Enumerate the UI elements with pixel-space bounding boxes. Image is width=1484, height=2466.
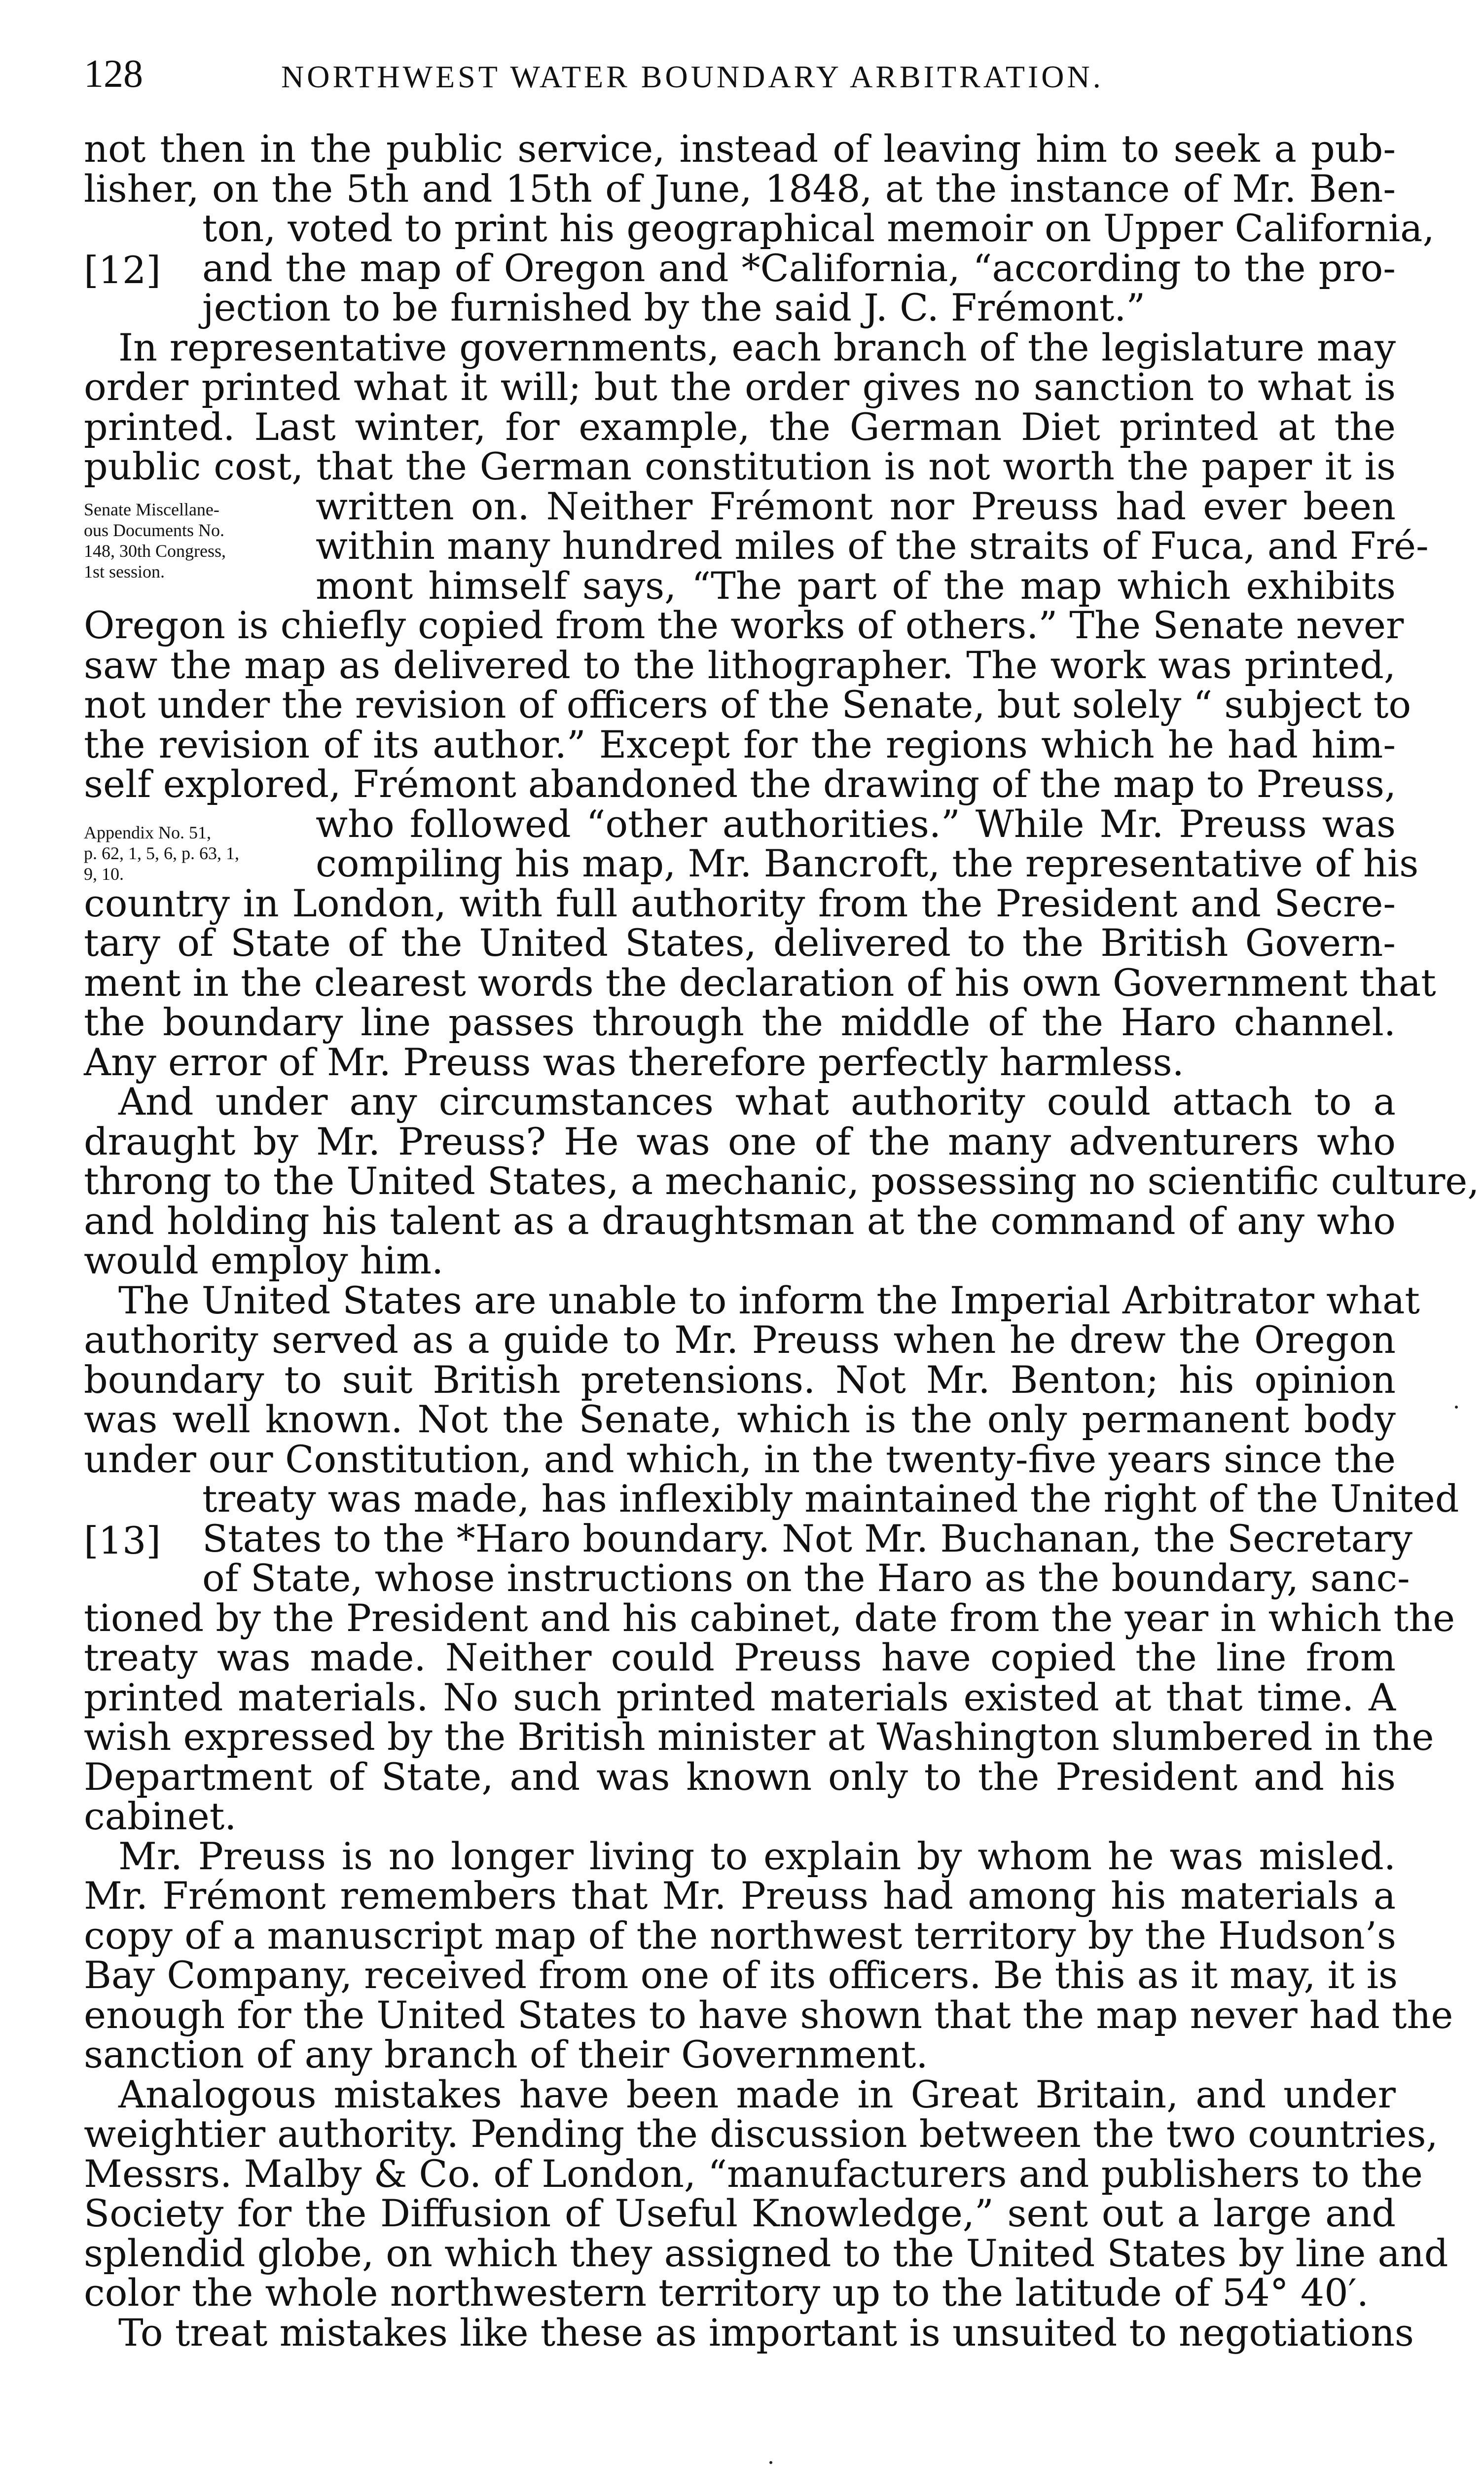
text-line: and the map of Oregon and *California, “according to the pro- xyxy=(202,246,1396,290)
text-line: treaty was made, has inflexibly maintained the right of the United xyxy=(202,1477,1459,1521)
text-line: country in London, with full authority from the President and Secre- xyxy=(84,881,1396,925)
text-line: within many hundred miles of the straits of Fuca, and Fré- xyxy=(316,524,1429,568)
text-line: throng to the United States, a mechanic, possessing no scientific culture, xyxy=(84,1159,1480,1203)
text-line: printed materials. No such printed materials existed at that time. A xyxy=(84,1675,1396,1719)
sidenote-line: Appendix No. 51, xyxy=(84,823,211,842)
sidenote-appendix xyxy=(84,822,301,884)
text-line: Department of State, and was known only to the President and his xyxy=(84,1754,1396,1799)
sidenote-line: ous Documents No. xyxy=(84,520,224,540)
sidenote-line: p. 62, 1, 5, 6, p. 63, 1, xyxy=(84,843,239,863)
body-text xyxy=(84,127,1480,2355)
page-header xyxy=(84,52,1406,111)
text-line: written on. Neither Frémont nor Preuss had ever been xyxy=(316,484,1396,528)
text-line: under our Constitution, and which, in the twenty-five years since the xyxy=(84,1437,1396,1481)
text-line: splendid globe, on which they assigned to the United States by line and xyxy=(84,2231,1448,2275)
text-line: public cost, that the German constitution is not worth the paper it is xyxy=(84,444,1396,488)
text-line: ton, voted to print his geographical memoir on Upper California, xyxy=(202,206,1435,250)
text-line: was well known. Not the Senate, which is the only permanent body xyxy=(84,1397,1396,1441)
sidenote-line: 9, 10. xyxy=(84,864,124,884)
text-line: draught by Mr. Preuss? He was one of the many adventurers who xyxy=(84,1119,1396,1163)
page-number: 128 xyxy=(84,52,143,96)
text-line: weightier authority. Pending the discussion between the two countries, xyxy=(84,2112,1438,2156)
text-line: who followed “other authorities.” While Mr. Preuss was xyxy=(316,801,1396,846)
text-line: In representative governments, each branch of the legislature may xyxy=(118,325,1396,369)
text-line: Any error of Mr. Preuss was therefore perfectly harmless. xyxy=(84,1040,1184,1084)
text-line: self explored, Frémont abandoned the drawing of the map to Preuss, xyxy=(84,762,1397,806)
text-line: and holding his talent as a draughtsman at the command of any who xyxy=(84,1198,1396,1243)
text-line: saw the map as delivered to the lithographer. The work was printed, xyxy=(84,643,1396,687)
text-line: copy of a manuscript map of the northwest territory by the Hudson’s xyxy=(84,1913,1396,1958)
text-line: of State, whose instructions on the Haro as the boundary, sanc- xyxy=(202,1556,1410,1600)
text-line: To treat mistakes like these as important is unsuited to negotiations xyxy=(118,2310,1414,2355)
sidenote-senate-documents xyxy=(84,499,301,582)
print-speck xyxy=(769,2461,772,2464)
text-line: Society for the Diffusion of Useful Knowledge,” sent out a large and xyxy=(84,2191,1396,2235)
page-marker-12: [12] xyxy=(84,248,161,292)
text-line: States to the *Haro boundary. Not Mr. Buchanan, the Secretary xyxy=(202,1516,1413,1560)
text-line: lisher, on the 5th and 15th of June, 1848, at the instance of Mr. Ben- xyxy=(84,166,1396,211)
text-line: cabinet. xyxy=(84,1794,237,1838)
text-line: not under the revision of officers of the Senate, but solely “ subject to xyxy=(84,683,1412,726)
text-line: Analogous mistakes have been made in Great Britain, and under xyxy=(118,2072,1396,2116)
text-line: tary of State of the United States, delivered to the British Govern- xyxy=(84,921,1396,965)
text-line: wish expressed by the British minister at Washington slumbered in the xyxy=(84,1715,1434,1759)
text-line: boundary to suit British pretensions. Not Mr. Benton; his opinion xyxy=(84,1357,1396,1402)
text-line: Oregon is chiefly copied from the works of others.” The Senate never xyxy=(84,603,1404,647)
text-line: jection to be furnished by the said J. C. Frémont.” xyxy=(202,286,1146,329)
text-line: tioned by the President and his cabinet, date from the year in which the xyxy=(84,1596,1455,1640)
running-title: NORTHWEST WATER BOUNDARY ARBITRATION. xyxy=(281,59,1104,94)
text-line: The United States are unable to inform the Imperial Arbitrator what xyxy=(118,1278,1420,1322)
text-line: treaty was made. Neither could Preuss have copied the line from xyxy=(84,1635,1396,1679)
text-line: authority served as a guide to Mr. Preuss when he drew the Oregon xyxy=(84,1318,1396,1362)
text-line: Bay Company, received from one of its officers. Be this as it may, it is xyxy=(84,1953,1398,1997)
text-line: would employ him. xyxy=(84,1238,444,1282)
text-line: sanction of any branch of their Government. xyxy=(84,2032,928,2076)
text-line: the boundary line passes through the middle of the Haro channel. xyxy=(84,1000,1396,1044)
text-line: order printed what it will; but the order gives no sanction to what is xyxy=(84,365,1396,409)
page-marker-13: [13] xyxy=(84,1519,161,1562)
text-line: Mr. Preuss is no longer living to explain by whom he was misled. xyxy=(118,1834,1396,1878)
text-line: compiling his map, Mr. Bancroft, the representative of his xyxy=(316,841,1419,885)
sidenote-line: 148, 30th Congress, xyxy=(84,541,226,561)
text-line: the revision of its author.” Except for the regions which he had him- xyxy=(84,722,1396,766)
text-line: Messrs. Malby & Co. of London, “manufacturers and publishers to the xyxy=(84,2151,1423,2196)
text-line: not then in the public service, instead of leaving him to seek a pub- xyxy=(84,127,1396,171)
text-line: enough for the United States to have shown that the map never had the xyxy=(84,1993,1453,2037)
text-line: ment in the clearest words the declaration of his own Government that xyxy=(84,960,1436,1005)
print-speck xyxy=(1455,1406,1458,1409)
text-line: Mr. Frémont remembers that Mr. Preuss had among his materials a xyxy=(84,1874,1396,1918)
sidenote-line: Senate Miscellane- xyxy=(84,500,219,519)
sidenote-line: 1st session. xyxy=(84,562,165,581)
text-line: mont himself says, “The part of the map which exhibits xyxy=(316,563,1396,608)
text-line: And under any circumstances what authority could attach to a xyxy=(118,1080,1396,1124)
text-line: color the whole northwestern territory up to the latitude of 54° 40′. xyxy=(84,2271,1369,2315)
text-line: printed. Last winter, for example, the German Diet printed at the xyxy=(84,404,1396,449)
